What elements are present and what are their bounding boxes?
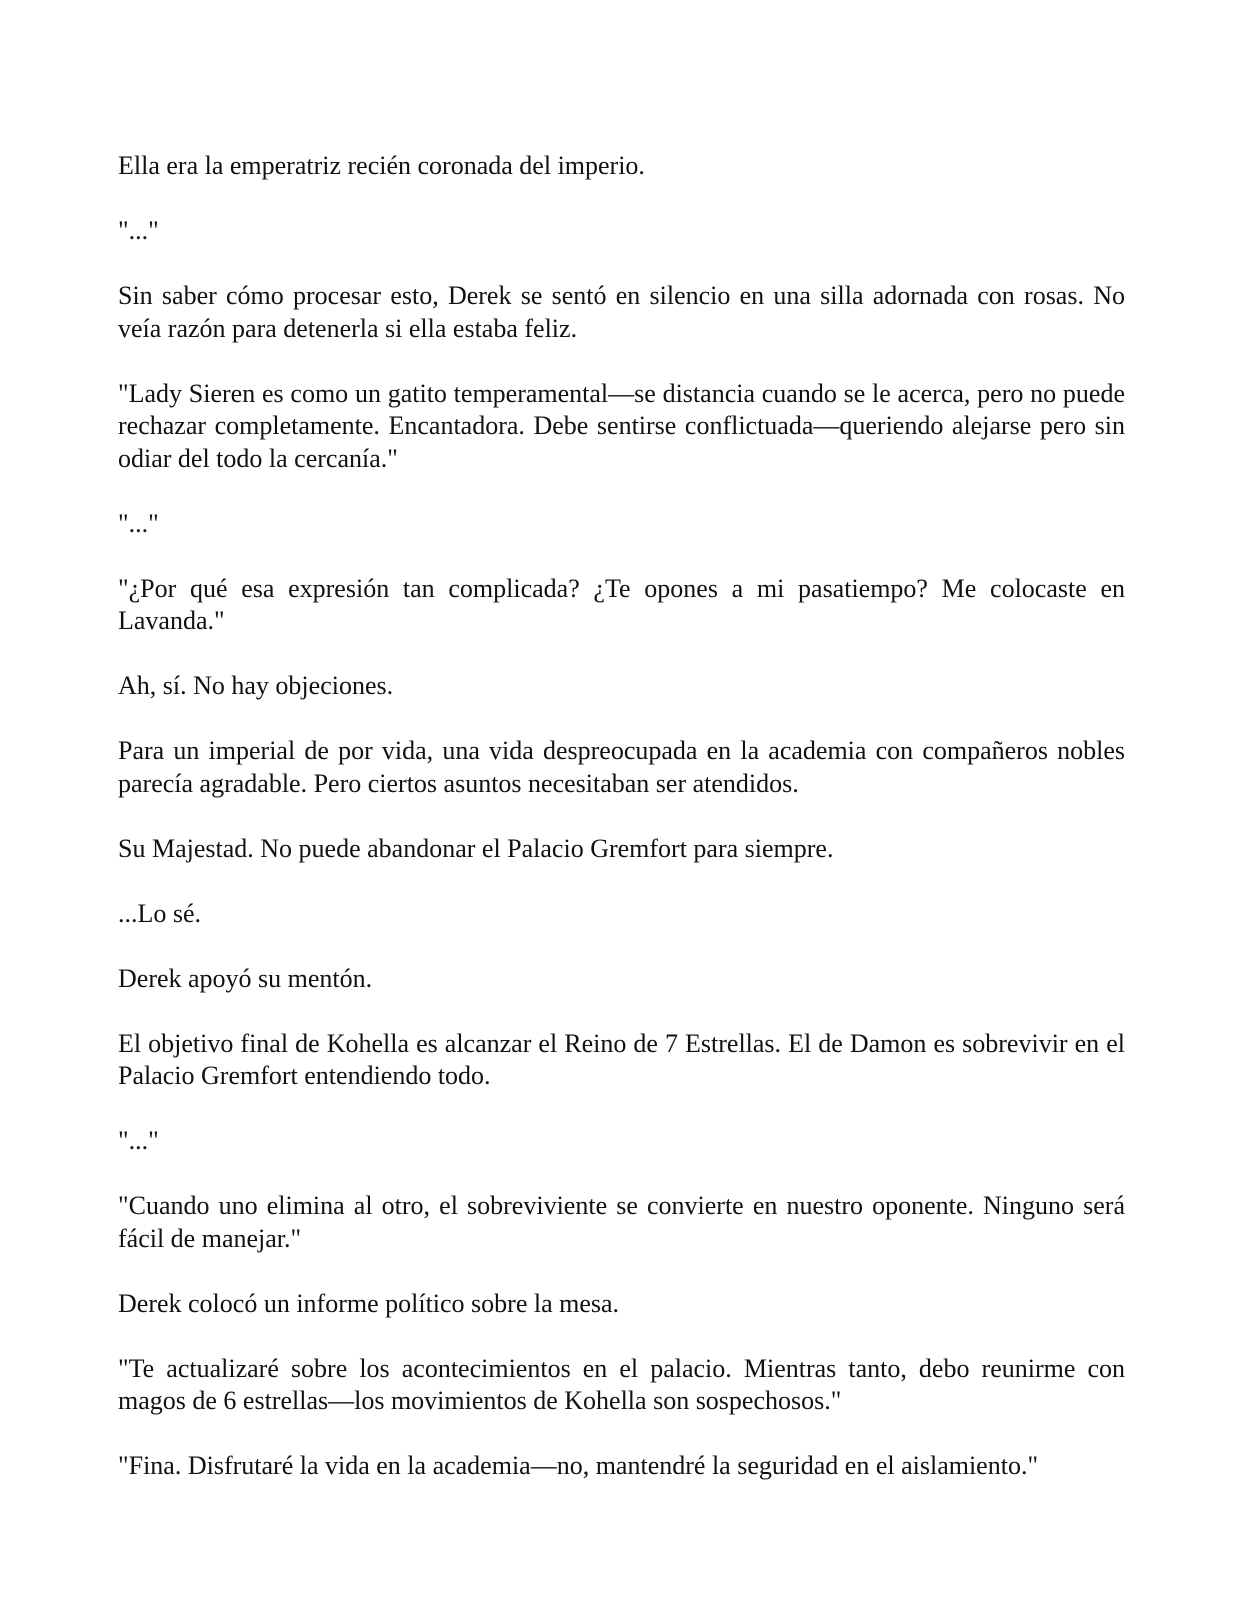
paragraph: ...Lo sé. <box>118 898 202 928</box>
paragraph: Para un imperial de por vida, una vida despreocupada en la academia con compañeros nobles parecía agradable. Pero ciertos asuntos necesitaban ser atendidos. <box>118 736 1125 798</box>
paragraph: "Fina. Disfrutaré la vida en la academia—no, mantendré la seguridad en el aislamiento." <box>118 1451 1039 1480</box>
paragraph: Su Majestad. No puede abandonar el Palacio Gremfort para siempre. <box>118 833 834 863</box>
paragraph: "Cuando uno elimina al otro, el sobreviviente se convierte en nuestro oponente. Ninguno será fácil de manejar." <box>118 1191 1125 1253</box>
paragraph: Derek colocó un informe político sobre la mesa. <box>118 1288 620 1318</box>
paragraph: Sin saber cómo procesar esto, Derek se sentó en silencio en una silla adornada con rosas. No veía razón para detenerla si ella estaba feliz. <box>118 281 1125 343</box>
paragraph: Ah, sí. No hay objeciones. <box>118 671 394 700</box>
paragraph: Derek apoyó su mentón. <box>118 963 373 993</box>
paragraph: Ella era la emperatriz recién coronada del imperio. <box>118 151 645 180</box>
paragraph: El objetivo final de Kohella es alcanzar el Reino de 7 Estrellas. El de Damon es sobrevivir en el Palacio Gremfort entendiendo todo. <box>118 1028 1125 1090</box>
document-page <box>118 150 1125 1515</box>
paragraph: "Lady Sieren es como un gatito temperamental—se distancia cuando se le acerca, pero no puede rechazar completamente. Encantadora. Debe sentirse conflictuada—queriendo alejarse pero sin odiar del todo la cercanía." <box>118 378 1125 473</box>
paragraph: "..." <box>118 216 159 245</box>
paragraph: "..." <box>118 508 159 538</box>
paragraph: "Te actualizaré sobre los acontecimientos en el palacio. Mientras tanto, debo reunirme con magos de 6 estrellas—los movimientos de Kohella son sospechosos." <box>118 1353 1125 1415</box>
paragraph: "¿Por qué esa expresión tan complicada? ¿Te opones a mi pasatiempo? Me colocaste en Lavanda." <box>118 573 1125 635</box>
paragraph: "..." <box>118 1126 159 1155</box>
